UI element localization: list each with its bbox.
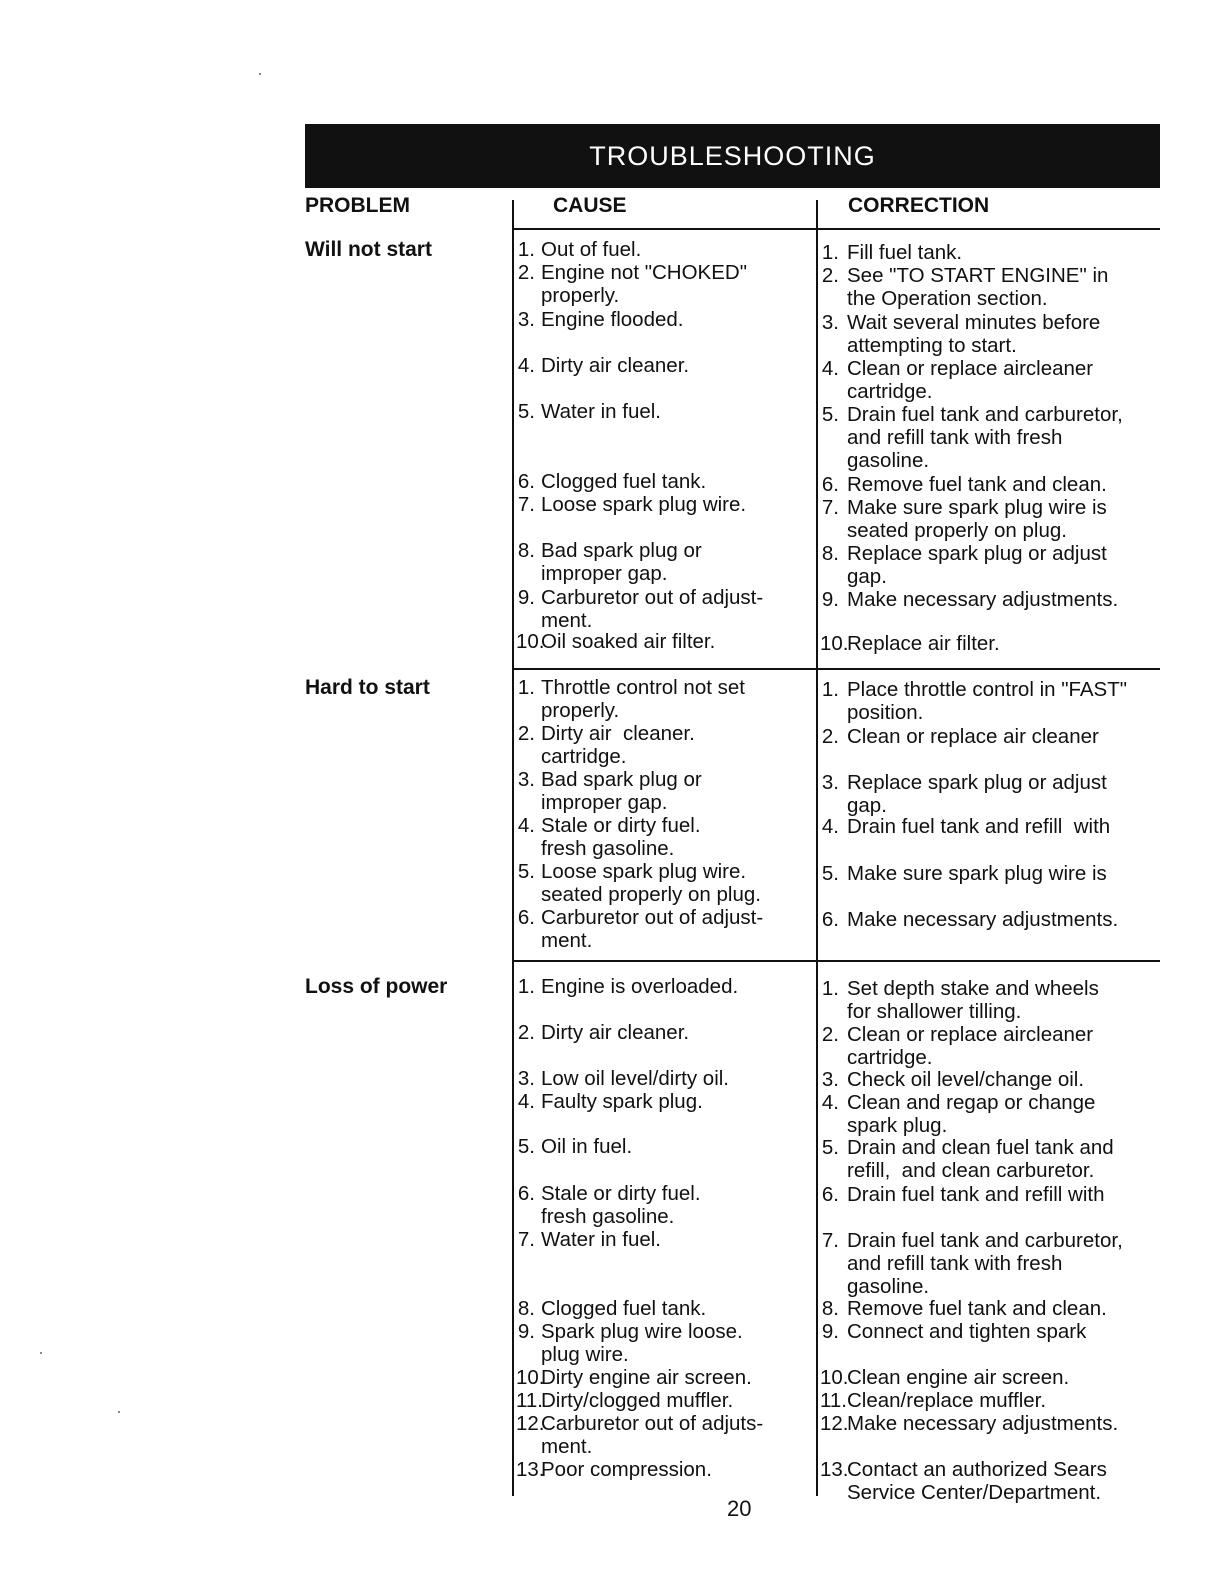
item-text: Replace spark plug or adjust gap. [847, 542, 1107, 588]
item-text: Dirty air cleaner. [541, 354, 690, 377]
item-number: 2. [821, 1023, 839, 1046]
problem-label: Will not start [305, 238, 432, 261]
item-text: Clean or replace aircleaner cartridge. [847, 357, 1094, 403]
column-divider-cause [512, 200, 514, 1496]
item-text: Clean/replace muffler. [847, 1389, 1047, 1412]
item-number: 10. [820, 1366, 849, 1389]
item-text: Loose spark plug wire. [541, 493, 747, 516]
item-text: Bad spark plug or improper gap. [541, 768, 702, 814]
item-text: Clean or replace air cleaner [847, 725, 1099, 748]
item-text: Clean and regap or change spark plug. [847, 1091, 1096, 1137]
item-number: 1. [517, 238, 535, 261]
item-text: Set depth stake and wheels for shallower tilling. [847, 977, 1099, 1023]
item-text: Carburetor out of adjust- ment. [541, 906, 764, 952]
item-text: Connect and tighten spark [847, 1320, 1087, 1343]
item-text: Spark plug wire loose. plug wire. [541, 1320, 743, 1366]
item-text: Fill fuel tank. [847, 241, 963, 264]
item-text: Carburetor out of adjust- ment. [541, 586, 764, 632]
item-text: Wait several minutes before attempting to start. [847, 311, 1101, 357]
item-number: 6. [517, 906, 535, 929]
item-text: Make sure spark plug wire is seated properly on plug. [847, 496, 1107, 542]
item-number: 4. [821, 357, 839, 380]
item-number: 6. [517, 470, 535, 493]
item-text: Carburetor out of adjuts- ment. [541, 1412, 764, 1458]
item-number: 4. [517, 354, 535, 377]
item-text: Make necessary adjustments. [847, 1412, 1119, 1435]
item-number: 7. [821, 1229, 839, 1252]
item-number: 2. [517, 722, 535, 745]
item-number: 8. [821, 1297, 839, 1320]
item-text: Engine is overloaded. [541, 975, 739, 998]
item-text: Throttle control not set properly. [541, 676, 745, 722]
header-correction: CORRECTION [848, 194, 990, 217]
item-number: 6. [821, 473, 839, 496]
scan-speck [40, 1352, 42, 1354]
header-cause: CAUSE [553, 194, 627, 217]
item-text: Drain and clean fuel tank and refill, and clean carburetor. [847, 1136, 1114, 1182]
item-number: 3. [821, 771, 839, 794]
item-number: 8. [517, 539, 535, 562]
item-text: Stale or dirty fuel. fresh gasoline. [541, 1182, 701, 1228]
item-text: Stale or dirty fuel. fresh gasoline. [541, 814, 701, 860]
item-text: Water in fuel. [541, 400, 662, 423]
item-number: 1. [517, 975, 535, 998]
item-number: 10. [516, 1366, 545, 1389]
item-number: 8. [517, 1297, 535, 1320]
item-text: Engine flooded. [541, 308, 684, 331]
item-text: Oil soaked air filter. [541, 630, 716, 653]
item-number: 1. [517, 676, 535, 699]
item-number: 5. [821, 862, 839, 885]
item-text: Remove fuel tank and clean. [847, 473, 1107, 496]
item-number: 3. [517, 768, 535, 791]
item-number: 10. [516, 630, 545, 653]
item-text: Water in fuel. [541, 1228, 662, 1251]
header-problem: PROBLEM [305, 194, 410, 217]
item-number: 13. [820, 1458, 849, 1481]
item-text: Loose spark plug wire. seated properly on plug. [541, 860, 761, 906]
item-number: 2. [821, 725, 839, 748]
item-text: Drain fuel tank and carburetor, and refill tank with fresh gasoline. [847, 1229, 1123, 1298]
item-text: Dirty engine air screen. [541, 1366, 752, 1389]
problem-label: Hard to start [305, 676, 430, 699]
item-number: 11. [516, 1389, 543, 1412]
item-text: Clean engine air screen. [847, 1366, 1070, 1389]
item-text: Out of fuel. [541, 238, 642, 261]
item-text: See "TO START ENGINE" in the Operation section. [847, 264, 1109, 310]
section-divider-1 [512, 668, 1160, 670]
item-text: Low oil level/dirty oil. [541, 1067, 729, 1090]
item-text: Make sure spark plug wire is [847, 862, 1107, 885]
item-number: 7. [517, 493, 535, 516]
item-number: 5. [821, 403, 839, 426]
item-number: 5. [821, 1136, 839, 1159]
item-number: 9. [517, 586, 535, 609]
item-number: 2. [517, 261, 535, 284]
item-text: Contact an authorized Sears Service Center/Department. [847, 1458, 1107, 1504]
item-number: 4. [821, 815, 839, 838]
item-text: Faulty spark plug. [541, 1090, 703, 1113]
item-number: 6. [517, 1182, 535, 1205]
item-number: 6. [821, 1183, 839, 1206]
item-number: 1. [821, 241, 839, 264]
item-number: 4. [517, 1090, 535, 1113]
item-number: 9. [821, 1320, 839, 1343]
item-number: 1. [821, 678, 839, 701]
item-number: 1. [821, 977, 839, 1000]
item-text: Replace spark plug or adjust gap. [847, 771, 1107, 817]
item-number: 5. [517, 860, 535, 883]
item-text: Place throttle control in "FAST" position. [847, 678, 1128, 724]
item-text: Dirty/clogged muffler. [541, 1389, 734, 1412]
item-number: 7. [821, 496, 839, 519]
item-text: Dirty air cleaner. cartridge. [541, 722, 695, 768]
header-divider [512, 228, 1160, 230]
item-text: Drain fuel tank and refill with [847, 1183, 1105, 1206]
item-number: 12. [516, 1412, 545, 1435]
item-text: Clean or replace aircleaner cartridge. [847, 1023, 1094, 1069]
item-text: Check oil level/change oil. [847, 1068, 1085, 1091]
section-divider-2 [512, 960, 1160, 962]
item-number: 2. [821, 264, 839, 287]
page-number: 20 [727, 1496, 752, 1521]
problem-label: Loss of power [305, 975, 448, 998]
item-number: 11. [820, 1389, 847, 1412]
item-text: Make necessary adjustments. [847, 908, 1119, 931]
scan-speck [259, 73, 261, 75]
item-text: Bad spark plug or improper gap. [541, 539, 702, 585]
item-number: 7. [517, 1228, 535, 1251]
item-text: Oil in fuel. [541, 1135, 633, 1158]
item-text: Clogged fuel tank. [541, 1297, 707, 1320]
item-text: Drain fuel tank and carburetor, and refill tank with fresh gasoline. [847, 403, 1123, 472]
item-number: 13. [516, 1458, 545, 1481]
item-number: 3. [517, 1067, 535, 1090]
item-number: 4. [517, 814, 535, 837]
item-number: 5. [517, 400, 535, 423]
item-text: Remove fuel tank and clean. [847, 1297, 1107, 1320]
item-text: Poor compression. [541, 1458, 712, 1481]
item-number: 2. [517, 1021, 535, 1044]
item-text: Dirty air cleaner. [541, 1021, 690, 1044]
page-title: TROUBLESHOOTING [305, 124, 1160, 188]
scan-speck [118, 1411, 120, 1413]
column-divider-correction [816, 200, 818, 1496]
item-number: 3. [517, 308, 535, 331]
item-text: Clogged fuel tank. [541, 470, 707, 493]
item-number: 12. [820, 1412, 849, 1435]
item-number: 6. [821, 908, 839, 931]
item-number: 8. [821, 542, 839, 565]
item-text: Engine not "CHOKED" properly. [541, 261, 747, 307]
item-number: 3. [821, 1068, 839, 1091]
item-number: 3. [821, 311, 839, 334]
item-number: 9. [517, 1320, 535, 1343]
item-number: 9. [821, 588, 839, 611]
item-number: 4. [821, 1091, 839, 1114]
item-number: 10. [820, 632, 849, 655]
item-text: Replace air filter. [847, 632, 1000, 655]
item-number: 5. [517, 1135, 535, 1158]
item-text: Drain fuel tank and refill with [847, 815, 1111, 838]
item-text: Make necessary adjustments. [847, 588, 1119, 611]
